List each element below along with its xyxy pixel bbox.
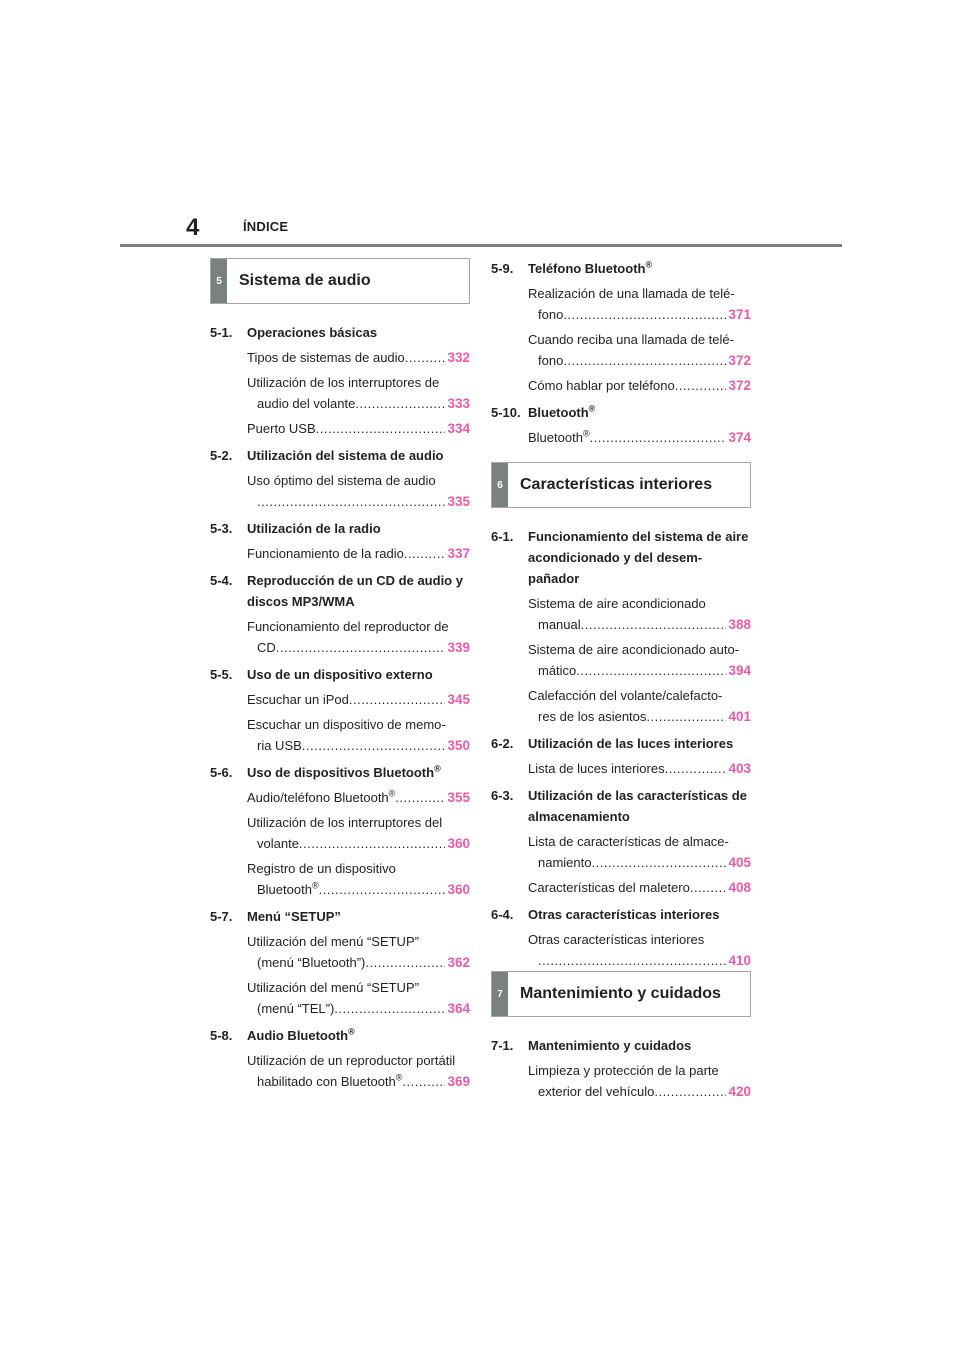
- chapter-title: [528, 1035, 751, 1056]
- toc-entry[interactable]: [247, 616, 470, 658]
- chapter-title: [247, 570, 470, 612]
- dot-leader: [538, 950, 726, 971]
- entry-text: Escuchar un iPod: [247, 692, 349, 707]
- chapter-title: [247, 664, 470, 685]
- dot-leader: [355, 393, 445, 414]
- chapter-heading[interactable]: [210, 518, 470, 539]
- entry-text: Lista de luces interiores: [528, 761, 665, 776]
- chapter-title-text: Utilización de las luces interiores: [528, 736, 734, 751]
- dot-leader: [581, 614, 727, 635]
- toc-entry[interactable]: [247, 858, 470, 900]
- entry-label: [538, 852, 591, 873]
- toc-entry[interactable]: [247, 470, 470, 512]
- entry-text: Puerto USB: [247, 421, 316, 436]
- chapter-title-text: Operaciones básicas: [247, 325, 378, 340]
- page-link[interactable]: 339: [447, 640, 470, 655]
- chapter-number: 5-5.: [210, 667, 233, 682]
- dot-leader: [665, 758, 727, 779]
- registered-mark: ®: [588, 403, 596, 414]
- toc-entry[interactable]: [528, 831, 751, 873]
- entry-text-cont: mático: [538, 663, 577, 678]
- toc-list-7: [491, 1029, 751, 1102]
- entry-label: [247, 543, 404, 564]
- toc-entry[interactable]: [247, 714, 470, 756]
- entry-label: [247, 418, 316, 439]
- entry-label: [528, 877, 690, 898]
- entry-label: [257, 393, 355, 414]
- entry-label: [257, 735, 302, 756]
- entry-text: Tipos de sistemas de audio: [247, 350, 405, 365]
- chapter-heading[interactable]: [210, 906, 470, 927]
- page-title: ÍNDICE: [243, 219, 289, 234]
- entry-line: [528, 758, 751, 779]
- page-number: 4: [186, 214, 200, 241]
- chapter-number: 5-10.: [491, 405, 521, 420]
- page-link[interactable]: 360: [447, 882, 470, 897]
- section-title: Mantenimiento y cuidados: [520, 985, 721, 1002]
- chapter-title: [247, 1025, 470, 1046]
- toc-entry[interactable]: [528, 329, 751, 371]
- toc-entry[interactable]: [247, 931, 470, 973]
- page-link[interactable]: 360: [447, 836, 470, 851]
- dot-leader: [349, 689, 446, 710]
- chapter-title-text: Menú “SETUP”: [247, 909, 341, 924]
- registered-mark: ®: [311, 880, 319, 891]
- entry-text: Limpieza y protección de la parte: [528, 1063, 719, 1078]
- entry-text: Uso óptimo del sistema de audio: [247, 473, 436, 488]
- chapter-number: 6-3.: [491, 788, 514, 803]
- section-header-7[interactable]: [491, 971, 751, 1017]
- chapter-heading[interactable]: [210, 1025, 470, 1046]
- toc-entry[interactable]: [528, 593, 751, 635]
- chapter-heading[interactable]: [210, 570, 470, 612]
- page-link[interactable]: 350: [447, 738, 470, 753]
- toc-entry[interactable]: [528, 758, 751, 779]
- page-link[interactable]: 405: [728, 855, 751, 870]
- dot-leader: [563, 350, 726, 371]
- entry-line: [528, 304, 751, 325]
- chapter-title: [528, 733, 751, 754]
- registered-mark: ®: [395, 1072, 403, 1083]
- entry-text: Registro de un dispositivo: [247, 861, 396, 876]
- page-link[interactable]: 345: [447, 692, 470, 707]
- chapter-number: 5-6.: [210, 765, 233, 780]
- entry-line: [247, 833, 470, 854]
- dot-leader: [402, 1071, 445, 1092]
- chapter-number: 5-1.: [210, 325, 233, 340]
- page-link[interactable]: 394: [728, 663, 751, 678]
- page-link[interactable]: 369: [447, 1074, 470, 1089]
- entry-text-cont: namiento: [538, 855, 592, 870]
- entry-text: Utilización de los interruptores del: [247, 815, 443, 830]
- chapter-heading[interactable]: [491, 526, 751, 589]
- section-tab: 7: [492, 972, 508, 1016]
- entry-line: [247, 787, 470, 808]
- header-divider: [120, 244, 842, 247]
- chapter-title: [247, 322, 470, 343]
- toc-entry[interactable]: [247, 418, 470, 439]
- entry-line: [528, 877, 751, 898]
- toc-entry[interactable]: [528, 877, 751, 898]
- section-tab: 5: [211, 259, 227, 303]
- page-link[interactable]: 355: [447, 790, 470, 805]
- dot-leader: [302, 735, 446, 756]
- entry-label: [538, 350, 563, 371]
- entry-text: Otras características interiores: [528, 932, 705, 947]
- section-title: Sistema de audio: [239, 272, 371, 289]
- entry-text: Realización de una llamada de telé-: [528, 286, 735, 301]
- toc-entry[interactable]: [247, 543, 470, 564]
- chapter-title-text: Funcionamiento del sistema de aire acondicionado y del desem- pañador: [528, 529, 749, 586]
- dot-leader: [334, 998, 445, 1019]
- dot-leader: [590, 427, 727, 448]
- entry-line: [528, 660, 751, 681]
- entry-text-cont: Bluetooth: [257, 882, 312, 897]
- page-link[interactable]: 334: [447, 421, 470, 436]
- entry-line: [247, 347, 470, 368]
- page-link[interactable]: 332: [447, 350, 470, 365]
- registered-mark: ®: [582, 428, 590, 439]
- chapter-heading[interactable]: [491, 402, 751, 423]
- toc-entry[interactable]: [247, 372, 470, 414]
- entry-label: [257, 952, 365, 973]
- chapter-heading[interactable]: [210, 322, 470, 343]
- toc-list-5-cont: [491, 252, 751, 448]
- dot-leader: [576, 660, 726, 681]
- page-link[interactable]: 403: [728, 761, 751, 776]
- chapter-number: 6-4.: [491, 907, 514, 922]
- entry-line: [247, 1071, 470, 1092]
- page-link[interactable]: 371: [728, 307, 751, 322]
- page-link[interactable]: 401: [728, 709, 751, 724]
- chapter-title: [528, 258, 751, 279]
- dot-leader: [299, 833, 446, 854]
- dot-leader: [563, 304, 726, 325]
- entry-text: Utilización de los interruptores de: [247, 375, 440, 390]
- entry-line: [528, 1081, 751, 1102]
- dot-leader: [319, 879, 446, 900]
- entry-line: [247, 491, 470, 512]
- chapter-title: [247, 906, 470, 927]
- dot-leader: [405, 347, 446, 368]
- chapter-heading[interactable]: [491, 733, 751, 754]
- dot-leader: [257, 491, 445, 512]
- toc-entry[interactable]: [247, 689, 470, 710]
- entry-label: [247, 787, 395, 808]
- dot-leader: [646, 706, 726, 727]
- entry-text-cont: fono: [538, 307, 564, 322]
- page-link[interactable]: 410: [728, 953, 751, 968]
- toc-entry[interactable]: [528, 375, 751, 396]
- chapter-title-text: Utilización de la radio: [247, 521, 381, 536]
- entry-text: Cuando reciba una llamada de telé-: [528, 332, 734, 347]
- page-link[interactable]: 364: [447, 1001, 470, 1016]
- dot-leader: [690, 877, 727, 898]
- chapter-number: 5-8.: [210, 1028, 233, 1043]
- toc-entry[interactable]: [247, 347, 470, 368]
- chapter-heading[interactable]: [491, 785, 751, 827]
- chapter-title: [247, 445, 470, 466]
- entry-label: [538, 660, 576, 681]
- dot-leader: [654, 1081, 726, 1102]
- chapter-number: 5-4.: [210, 573, 233, 588]
- entry-text: Escuchar un dispositivo de memo-: [247, 717, 446, 732]
- chapter-number: 5-9.: [491, 261, 514, 276]
- entry-line: [247, 543, 470, 564]
- toc-entry[interactable]: [528, 1060, 751, 1102]
- chapter-number: 5-2.: [210, 448, 233, 463]
- page-link[interactable]: 362: [447, 955, 470, 970]
- entry-text-cont: exterior del vehículo: [538, 1084, 655, 1099]
- chapter-title: [528, 402, 751, 423]
- entry-text-cont: CD: [257, 640, 276, 655]
- registered-mark: ®: [388, 788, 396, 799]
- chapter-title-text: Utilización del sistema de audio: [247, 448, 444, 463]
- chapter-heading[interactable]: [491, 904, 751, 925]
- entry-text: Utilización de un reproductor portátil: [247, 1053, 456, 1068]
- entry-line: [247, 879, 470, 900]
- chapter-title-text: Otras características interiores: [528, 907, 720, 922]
- registered-mark: ®: [348, 1026, 355, 1037]
- dot-leader: [276, 637, 446, 658]
- entry-text-cont: (menú “TEL”): [257, 1001, 335, 1016]
- toc-entry[interactable]: [247, 977, 470, 1019]
- chapter-title: [528, 526, 751, 589]
- entry-line: [528, 852, 751, 873]
- toc-entry[interactable]: [528, 929, 751, 971]
- entry-line: [528, 950, 751, 971]
- dot-leader: [395, 787, 445, 808]
- entry-text: Audio/teléfono Bluetooth: [247, 790, 389, 805]
- toc-list-6: [491, 520, 751, 971]
- entry-line: [528, 427, 751, 448]
- entry-text: Características del maletero: [528, 880, 690, 895]
- entry-text-cont: habilitado con Bluetooth: [257, 1074, 396, 1089]
- chapter-heading[interactable]: [210, 762, 470, 783]
- page-link[interactable]: 337: [447, 546, 470, 561]
- entry-line: [247, 418, 470, 439]
- chapter-title-text: Utilización de las características de almacenamiento: [528, 788, 747, 824]
- dot-leader: [365, 952, 445, 973]
- chapter-number: 6-2.: [491, 736, 514, 751]
- dot-leader: [591, 852, 726, 873]
- entry-label: [538, 304, 563, 325]
- dot-leader: [316, 418, 446, 439]
- entry-label: [257, 1071, 402, 1092]
- entry-label: [257, 998, 334, 1019]
- entry-label: [528, 758, 665, 779]
- section-title: Características interiores: [520, 476, 713, 493]
- toc-entry[interactable]: [528, 639, 751, 681]
- chapter-heading[interactable]: [491, 1035, 751, 1056]
- toc-entry[interactable]: [247, 1050, 470, 1092]
- entry-line: [247, 393, 470, 414]
- entry-label: [538, 614, 581, 635]
- entry-text-cont: (menú “Bluetooth”): [257, 955, 366, 970]
- dot-leader: [675, 375, 727, 396]
- entry-label: [538, 1081, 654, 1102]
- chapter-title: [528, 785, 751, 827]
- entry-line: [247, 998, 470, 1019]
- chapter-number: 5-7.: [210, 909, 233, 924]
- chapter-heading[interactable]: [210, 445, 470, 466]
- entry-text: Utilización del menú “SETUP”: [247, 980, 419, 995]
- page-link[interactable]: 372: [728, 378, 751, 393]
- section-header-5[interactable]: [210, 258, 470, 304]
- chapter-title-text: Audio Bluetooth: [247, 1028, 349, 1043]
- entry-label: [528, 375, 675, 396]
- entry-text-cont: res de los asientos: [538, 709, 647, 724]
- page-link[interactable]: 374: [728, 430, 751, 445]
- entry-text: Funcionamiento del reproductor de: [247, 619, 449, 634]
- entry-text-cont: manual: [538, 617, 581, 632]
- entry-line: [528, 706, 751, 727]
- page-link[interactable]: 408: [728, 880, 751, 895]
- section-header-6[interactable]: [491, 462, 751, 508]
- toc-entry[interactable]: [528, 685, 751, 727]
- entry-label: [528, 427, 590, 448]
- chapter-title: [528, 904, 751, 925]
- entry-line: [528, 375, 751, 396]
- entry-label: [247, 689, 349, 710]
- entry-text: Cómo hablar por teléfono: [528, 378, 675, 393]
- toc-entry[interactable]: [528, 283, 751, 325]
- page-link[interactable]: 388: [728, 617, 751, 632]
- entry-line: [528, 350, 751, 371]
- chapter-heading[interactable]: [491, 258, 751, 279]
- section-tab: 6: [492, 463, 508, 507]
- chapter-title-text: Uso de un dispositivo externo: [247, 667, 433, 682]
- entry-text: Calefacción del volante/calefacto-: [528, 688, 723, 703]
- entry-label: [257, 833, 299, 854]
- entry-label: [538, 706, 646, 727]
- entry-text-cont: ria USB: [257, 738, 302, 753]
- chapter-number: 5-3.: [210, 521, 233, 536]
- chapter-number: 7-1.: [491, 1038, 514, 1053]
- toc-entry[interactable]: [247, 787, 470, 808]
- entry-label: [257, 879, 319, 900]
- toc-list-5: [210, 316, 470, 1092]
- page-link[interactable]: 333: [447, 396, 470, 411]
- entry-line: [247, 952, 470, 973]
- page-link[interactable]: 420: [728, 1084, 751, 1099]
- chapter-title: [247, 762, 470, 783]
- entry-text-cont: audio del volante: [257, 396, 356, 411]
- entry-text: Sistema de aire acondicionado: [528, 596, 706, 611]
- chapter-title-text: Bluetooth: [528, 405, 589, 420]
- page-link[interactable]: 372: [728, 353, 751, 368]
- entry-line: [247, 637, 470, 658]
- toc-entry[interactable]: [247, 812, 470, 854]
- registered-mark: ®: [434, 763, 441, 774]
- entry-line: [528, 614, 751, 635]
- chapter-title-text: Reproducción de un CD de audio y discos MP3/WMA: [247, 573, 463, 609]
- entry-text: Funcionamiento de la radio: [247, 546, 404, 561]
- chapter-title-text: Mantenimiento y cuidados: [528, 1038, 692, 1053]
- chapter-title: [247, 518, 470, 539]
- entry-line: [247, 689, 470, 710]
- chapter-title-text: Uso de dispositivos Bluetooth: [247, 765, 435, 780]
- entry-text: Bluetooth: [528, 430, 583, 445]
- entry-line: [247, 735, 470, 756]
- entry-text-cont: fono: [538, 353, 564, 368]
- chapter-number: 6-1.: [491, 529, 514, 544]
- entry-text: Utilización del menú “SETUP”: [247, 934, 419, 949]
- entry-text-cont: volante: [257, 836, 299, 851]
- dot-leader: [404, 543, 446, 564]
- entry-text: Sistema de aire acondicionado auto-: [528, 642, 740, 657]
- entry-label: [257, 637, 276, 658]
- toc-entry[interactable]: [528, 427, 751, 448]
- entry-label: [247, 347, 405, 368]
- page-link[interactable]: 335: [447, 494, 470, 509]
- chapter-title-text: Teléfono Bluetooth: [528, 261, 646, 276]
- chapter-heading[interactable]: [210, 664, 470, 685]
- registered-mark: ®: [645, 259, 653, 270]
- entry-text: Lista de características de almace-: [528, 834, 729, 849]
